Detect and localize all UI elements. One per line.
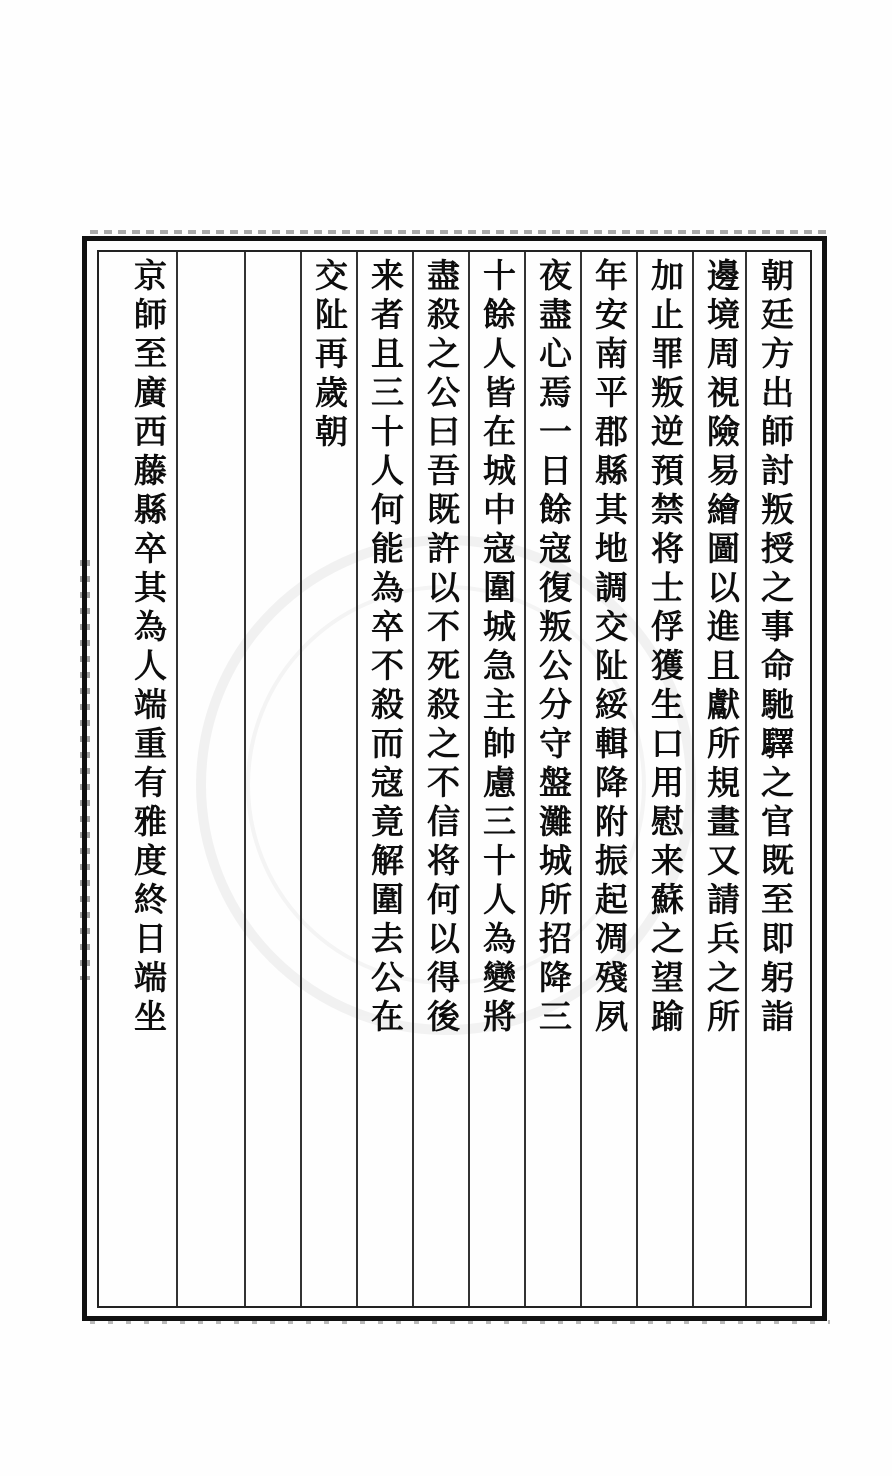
text-column-5: 夜盡心焉一日餘寇復叛公分守盤灘城所招降三 <box>534 258 573 1038</box>
column-rule <box>580 252 582 1306</box>
column-rule <box>745 252 747 1306</box>
column-rule <box>300 252 302 1306</box>
text-column-3: 加止罪叛逆預禁将士俘獲生口用慰来蘇之望踰 <box>646 258 685 1038</box>
column-rule <box>692 252 694 1306</box>
column-rule <box>636 252 638 1306</box>
text-column-9: 交阯再歲朝 <box>310 258 349 453</box>
text-column-2: 邊境周視險易繪圖以進且獻所規畫又請兵之所 <box>702 258 741 1038</box>
text-column-7: 盡殺之公曰吾既許以不死殺之不信将何以得後 <box>422 258 461 1038</box>
text-column-8: 来者且三十人何能為卒不殺而寇竟解圍去公在 <box>366 258 405 1038</box>
column-rule <box>176 252 178 1306</box>
text-column-10: 京師至廣西藤縣卒其為人端重有雅度終日端坐 <box>129 258 168 1038</box>
column-rule <box>356 252 358 1306</box>
page-top-edge <box>90 230 830 234</box>
column-rule <box>524 252 526 1306</box>
column-rule <box>468 252 470 1306</box>
column-rule <box>412 252 414 1306</box>
column-rule <box>244 252 246 1306</box>
text-column-6: 十餘人皆在城中寇圍城急主帥慮三十人為變將 <box>478 258 517 1038</box>
text-column-4: 年安南平郡縣其地調交阯綏輯降附振起凋殘夙 <box>590 258 629 1038</box>
text-column-1: 朝廷方出師討叛授之事命馳驛之官既至即躬詣 <box>756 258 795 1038</box>
